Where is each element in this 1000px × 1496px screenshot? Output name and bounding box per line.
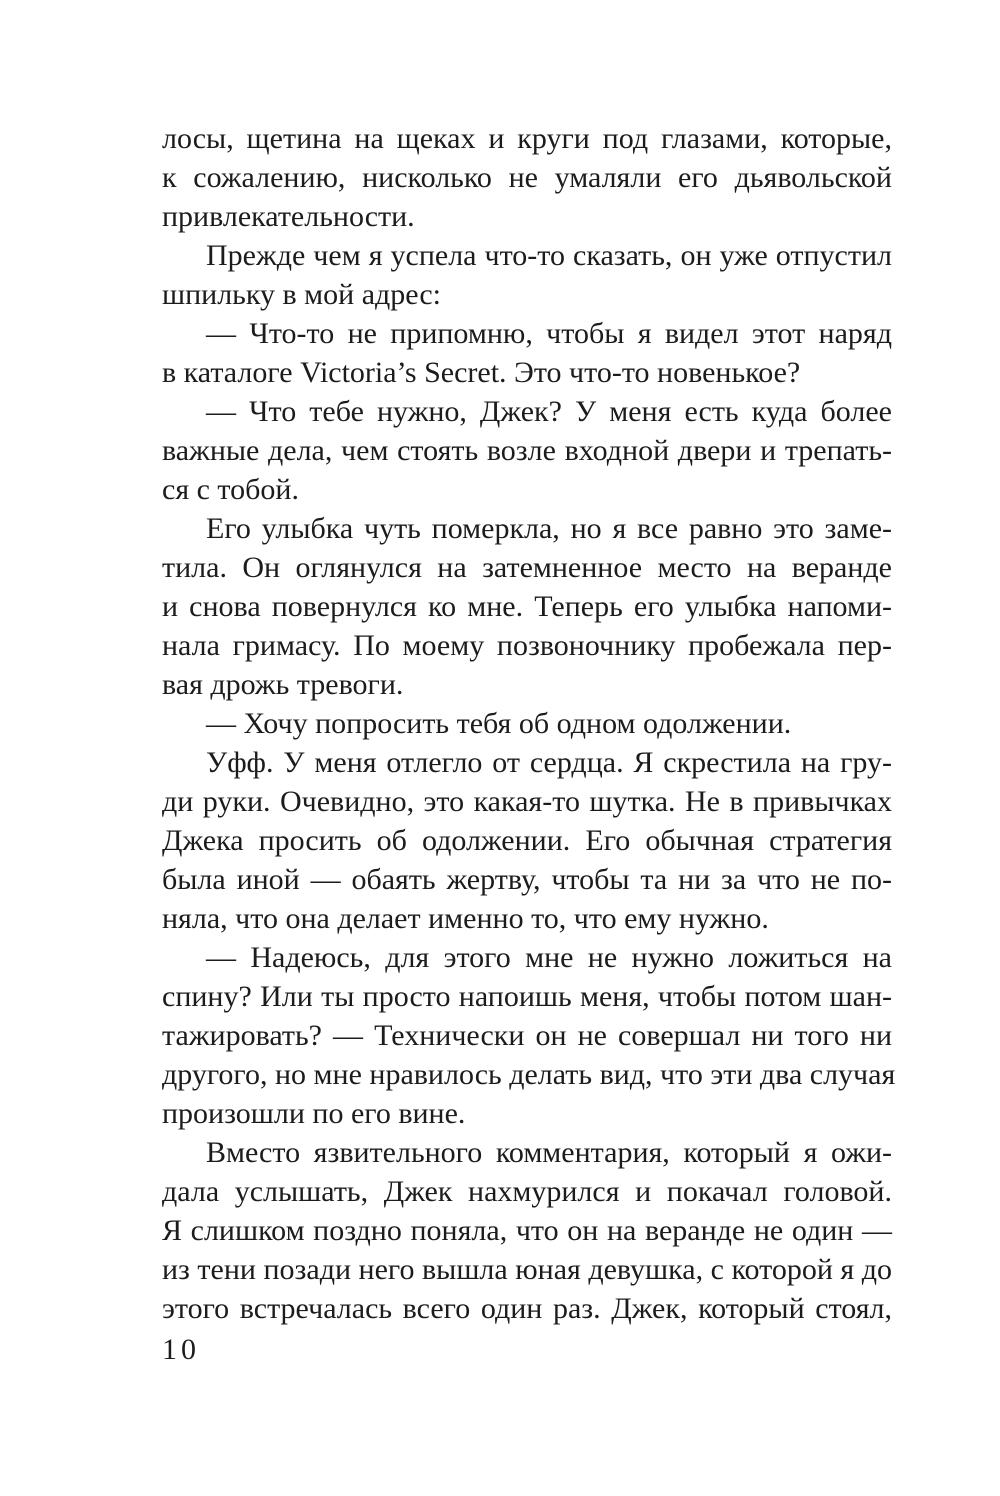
text-line: ди руки. Очевидно, это какая-то шутка. Не в привычках [162, 785, 892, 818]
text-line: была иной — обаять жертву, чтобы та ни за что не по- [162, 863, 892, 896]
text-line: другого, но мне нравилось делать вид, что эти два случая [162, 1058, 896, 1091]
text-line: тила. Он оглянулся на затемненное место на веранде [162, 551, 892, 584]
text-line: — Что тебе нужно, Джек? У меня есть куда более [206, 395, 892, 428]
text-line: к сожалению, нисколько не умаляли его дьявольской [162, 161, 892, 194]
text-line: Вместо язвительного комментария, который я ожи- [206, 1136, 892, 1169]
text-line: нала гримасу. По моему позвоночнику пробежала пер- [162, 629, 892, 662]
text-line: шпильку в мой адрес: [162, 278, 442, 311]
text-line: Уфф. У меня отлегло от сердца. Я скрестила на гру- [206, 746, 892, 779]
text-line: тажировать? — Технически он не совершал ни того ни [162, 1019, 892, 1052]
text-line: и снова повернулся ко мне. Теперь его улыбка напоми- [162, 590, 892, 623]
text-line: спину? Или ты просто напоишь меня, чтобы потом шан- [162, 980, 892, 1013]
text-line: — Хочу попросить тебя об одном одолжении. [206, 707, 792, 740]
text-line: — Надеюсь, для этого мне не нужно ложиться на [206, 941, 892, 974]
text-line: Прежде чем я успела что-то сказать, он уже отпустил [206, 239, 892, 272]
page-number: 10 [162, 1333, 200, 1366]
text-line: привлекательности. [162, 200, 415, 233]
text-line: этого встречалась всего один раз. Джек, который стоял, [162, 1292, 892, 1325]
text-line: вая дрожь тревоги. [162, 668, 404, 701]
text-line: Джека просить об одолжении. Его обычная стратегия [162, 824, 892, 857]
text-line: ся с тобой. [162, 473, 299, 506]
text-line: Я слишком поздно поняла, что он на веранде не один — [162, 1214, 892, 1247]
text-line: Его улыбка чуть померкла, но я все равно это заме- [206, 512, 892, 545]
text-line: важные дела, чем стоять возле входной двери и трепать- [162, 434, 892, 467]
text-line: лосы, щетина на щеках и круги под глазами, которые, [162, 122, 892, 155]
text-line: няла, что она делает именно то, что ему нужно. [162, 902, 769, 935]
text-line: дала услышать, Джек нахмурился и покачал головой. [162, 1175, 892, 1208]
page-text [162, 119, 896, 1328]
text-line: произошли по его вине. [162, 1097, 466, 1130]
text-line: из тени позади него вышла юная девушка, с которой я до [162, 1253, 892, 1286]
text-line: в каталоге Victoria’s Secret. Это что-то новенькое? [162, 356, 801, 389]
text-line: — Что-то не припомню, чтобы я видел этот наряд [206, 317, 892, 350]
